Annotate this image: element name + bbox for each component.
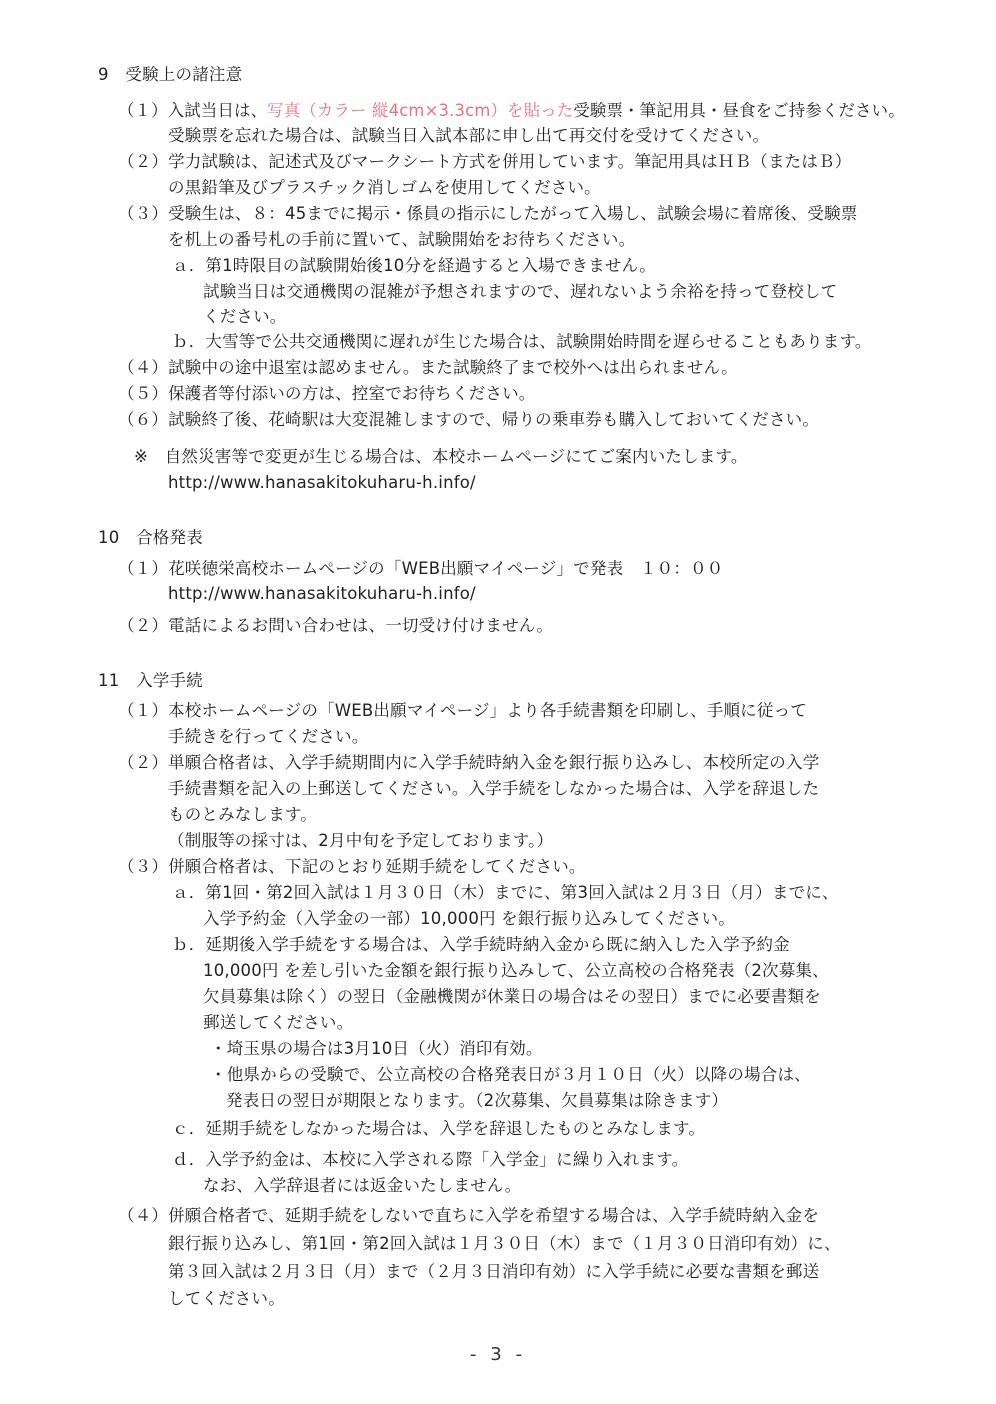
text-line: なお、入学辞退者には返金いたしません。 [203, 1176, 522, 1195]
text-line: してください。 [168, 1289, 285, 1308]
text-line: 受験票を忘れた場合は、試験当日入試本部に申し出て再交付を受けてください。 [168, 126, 770, 145]
text-line: ※ 自然災害等で変更が生じる場合は、本校ホームページにてご案内いたします。 [134, 447, 748, 466]
text-line: ・埼玉県の場合は3月10日（火）消印有効。 [210, 1039, 543, 1058]
text-line: （４）試験中の途中退室は認めません。また試験終了まで校外へは出られません。 [118, 358, 738, 377]
text-line: （４）併願合格者で、延期手続をしないで直ちに入学を希望する場合は、入学手続時納入金を [118, 1206, 820, 1225]
text-line: の黒鉛筆及びプラスチック消しゴムを使用してください。 [168, 178, 601, 197]
text-line: （５）保護者等付添いの方は、控室でお待ちください。 [118, 384, 536, 403]
text-line: 銀行振り込みし、第1回・第2回入試は１月３０日（木）まで（１月３０日消印有効）に、 [168, 1234, 841, 1253]
section-heading-9: 9 受験上の諸注意 [98, 65, 243, 84]
text-line: （１）本校ホームページの「WEB出願マイページ」より各手続書類を印刷し、手順に従って [118, 701, 807, 720]
text-line: （１）入試当日は、写真（カラー 縦4cm×3.3cm）を貼った受験票・筆記用具・昼食をご持参ください。 [118, 101, 905, 120]
text-line: 欠員募集は除く）の翌日（金融機関が休業日の場合はその翌日）までに必要書類を [203, 987, 821, 1006]
section-heading-11: 11 入学手続 [98, 671, 203, 690]
homepage-url: http://www.hanasakitokuharu-h.info/ [168, 584, 476, 603]
homepage-url: http://www.hanasakitokuharu-h.info/ [168, 473, 476, 492]
text-line: を机上の番号札の手前に置いて、試験開始をお待ちください。 [168, 230, 636, 249]
text-line: ｂ．大雪等で公共交通機関に遅れが生じた場合は、試験開始時間を遅らせることもあります。 [172, 332, 872, 351]
text-line: ください。 [203, 307, 287, 326]
text-line: （２）電話によるお問い合わせは、一切受け付けません。 [118, 616, 554, 635]
text-line: ｃ．延期手続をしなかった場合は、入学を辞退したものとみなします。 [172, 1119, 706, 1138]
text-line: （２）単願合格者は、入学手続期間内に入学手続時納入金を銀行振り込みし、本校所定の入学 [118, 753, 820, 772]
text-line: （３）併願合格者は、下記のとおり延期手続をしてください。 [118, 857, 586, 876]
text-line: （１）花咲徳栄高校ホームページの「WEB出願マイページ」で発表 １０：００ [118, 559, 724, 578]
text-line: 10,000円 を差し引いた金額を銀行振り込みして、公立高校の合格発表（2次募集、 [203, 961, 829, 980]
text-line: ａ．第1回・第2回入試は１月３０日（木）までに、第3回入試は２月３日（月）までに、 [172, 883, 839, 902]
text-line: ものとみなします。 [168, 805, 317, 824]
text-line: （２）学力試験は、記述式及びマークシート方式を併用しています。筆記用具はＨＢ（またはＢ） [118, 152, 852, 171]
text-line: ｄ．入学予約金は、本校に入学される際「入学金」に繰り入れます。 [172, 1150, 689, 1169]
text-line: 試験当日は交通機関の混雑が予想されますので、遅れないよう余裕を持って登校して [203, 282, 838, 301]
text-line: 第３回入試は２月３日（月）まで（２月３日消印有効）に入学手続に必要な書類を郵送 [168, 1262, 820, 1281]
text-line: （制服等の採寸は、2月中旬を予定しております。） [168, 831, 554, 850]
text-line: 発表日の翌日が期限となります。（2次募集、欠員募集は除きます） [226, 1091, 729, 1110]
text-line: ａ．第1時限目の試験開始後10分を経過すると入場できません。 [172, 256, 656, 275]
text-line: 手続きを行ってください。 [168, 727, 369, 746]
text-line: ・他県からの受験で、公立高校の合格発表日が３月１０日（火）以降の場合は、 [210, 1065, 811, 1084]
section-heading-10: 10 合格発表 [98, 528, 203, 547]
text-line: 入学予約金（入学金の一部）10,000円 を銀行振り込みしてください。 [203, 909, 735, 928]
page-number: - 3 - [470, 1344, 526, 1365]
text-line: ｂ．延期後入学手続をする場合は、入学手続時納入金から既に納入した入学予約金 [172, 935, 790, 954]
text-line: 郵送してください。 [203, 1013, 354, 1032]
text-line: 手続書類を記入の上郵送してください。入学手続をしなかった場合は、入学を辞退した [168, 779, 820, 798]
text-line: （３）受験生は、８：45までに掲示・係員の指示にしたがって入場し、試験会場に着席後、受験票 [118, 204, 858, 223]
text-line: （６）試験終了後、花崎駅は大変混雑しますので、帰りの乗車券も購入しておいてください。 [118, 410, 820, 429]
photo-requirement-highlight: 写真（カラー 縦4cm×3.3cm）を貼った [267, 101, 574, 120]
